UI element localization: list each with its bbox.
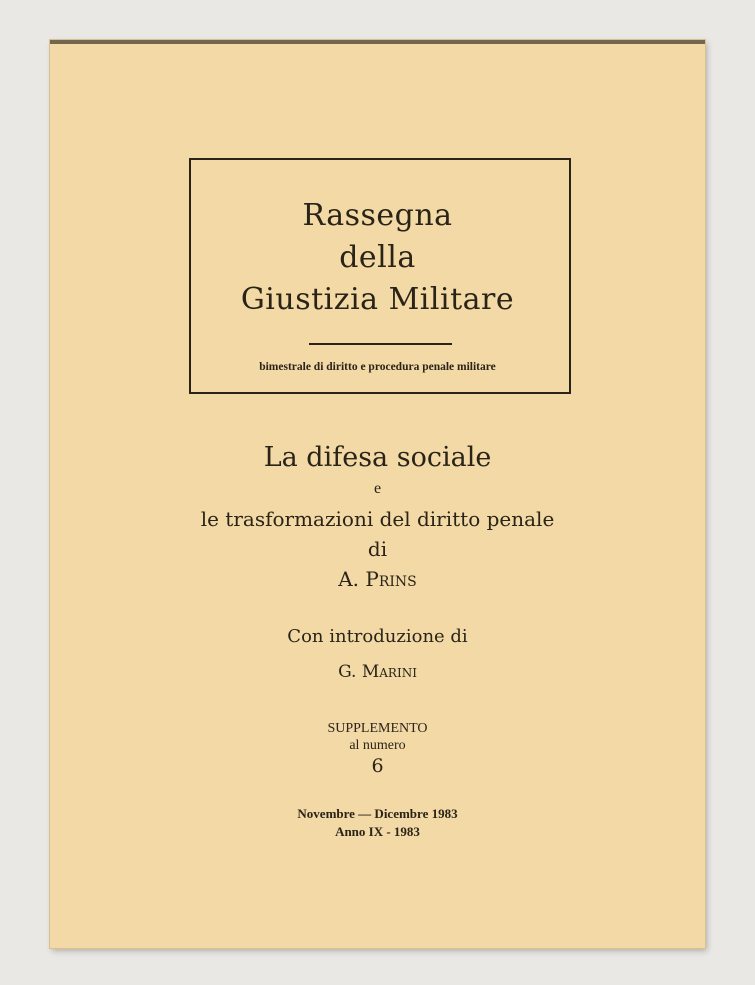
divider — [309, 343, 452, 345]
masthead-line-1: Rassegna — [302, 198, 453, 233]
issue-months: Novembre — Dicembre 1983 — [297, 806, 458, 821]
masthead-frame — [189, 158, 571, 394]
issue-year: Anno IX - 1983 — [335, 824, 420, 839]
supplement-label: SUPPLEMENTO — [327, 721, 428, 736]
work-subtitle: le trasformazioni del diritto penale — [200, 507, 555, 531]
work-by: di — [367, 537, 388, 561]
issue-number: 6 — [371, 755, 384, 777]
author: A. Prins — [338, 567, 417, 591]
number-label: al numero — [349, 738, 406, 753]
intro-label: Con introduzione di — [287, 626, 468, 647]
book-cover — [50, 40, 705, 948]
work-title: La difesa sociale — [263, 442, 492, 473]
intro-author: G. Marini — [338, 662, 417, 682]
masthead-subtitle: bimestrale di diritto e procedura penale militare — [259, 361, 496, 373]
masthead-line-2: della — [339, 240, 416, 275]
masthead-line-3: Giustizia Militare — [240, 282, 515, 317]
work-conjunction: e — [373, 480, 382, 497]
